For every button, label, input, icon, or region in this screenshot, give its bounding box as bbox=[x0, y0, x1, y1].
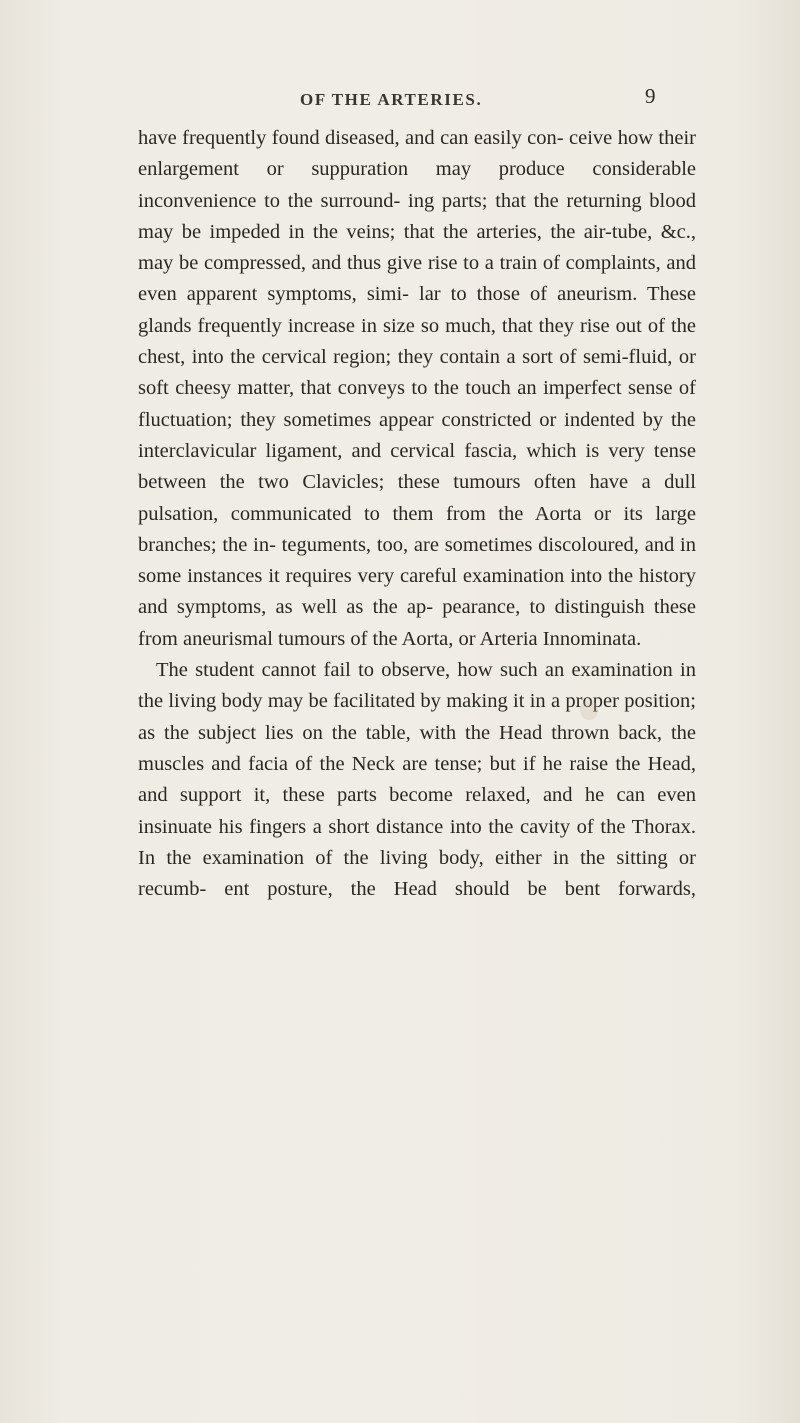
running-head bbox=[0, 84, 800, 120]
page-number: 9 bbox=[645, 84, 656, 108]
paragraph-2: The student cannot fail to observe, how such an examination in the living body may be facilitated by making it in a proper position; as the subject lies on the table, with the Head thrown back, the muscles and facia of the Neck are tense; but if he raise the Head, and support it, these parts become relaxed, and he can even insinuate his fingers a short distance into the cavity of the Thorax. In the examination of the living body, either in the sitting or recumb- ent posture, the Head should be bent forwards, bbox=[138, 659, 696, 901]
paper-stain bbox=[580, 700, 598, 720]
body-text bbox=[138, 123, 696, 905]
running-title: OF THE ARTERIES. bbox=[300, 90, 483, 109]
paragraph-1: have frequently found diseased, and can easily con- ceive how their enlargement or suppuration may produce considerable inconvenience to the surround- ing parts; that the returning blood may be impeded in the veins; that the arteries, the air-tube, &c., may be compressed, and thus give rise to a train of complaints, and even apparent symptoms, simi- lar to those of aneurism. These glands frequently increase in size so much, that they rise out of the chest, into the cervical region; they contain a sort of semi-fluid, or soft cheesy matter, that conveys to the touch an imperfect sense of fluctuation; they sometimes appear constricted or indented by the interclavicular ligament, and cervical fascia, which is very tense between the two Clavicles; these tumours often have a dull pulsation, communicated to them from the Aorta or its large branches; the in- teguments, too, are sometimes discoloured, and in some instances it requires very careful examination into the history and symptoms, as well as the ap- pearance, to distinguish these from aneurismal tumours of the Aorta, or Arteria Innominata. bbox=[138, 127, 696, 650]
